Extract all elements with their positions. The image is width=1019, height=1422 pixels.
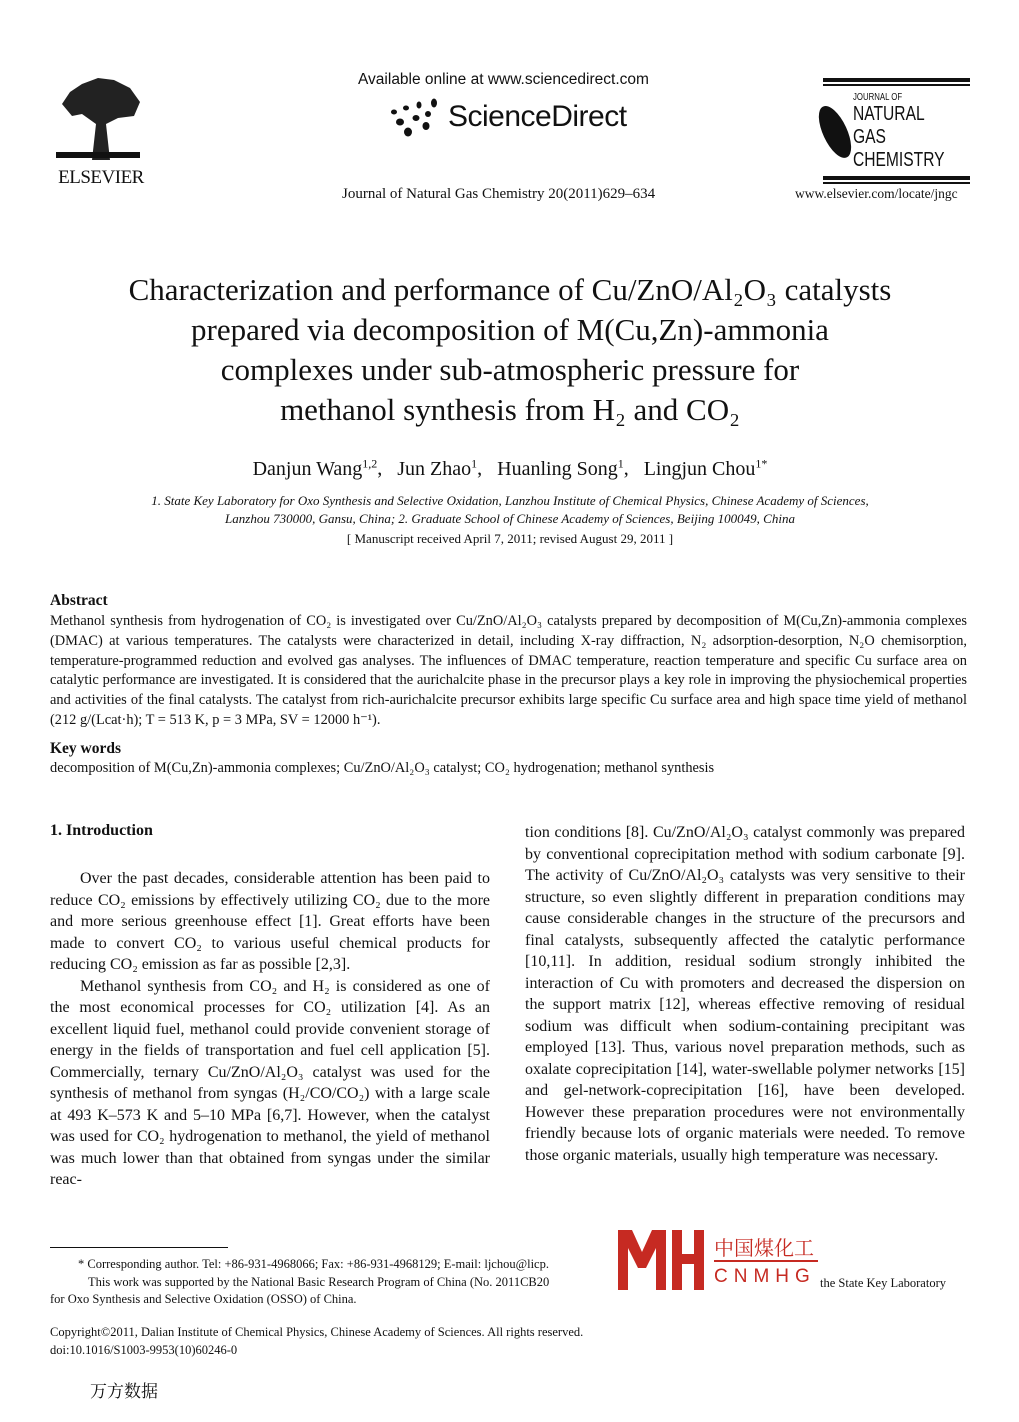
author: Lingjun Chou$^{1*}$: [643, 456, 768, 480]
footnote-tail: the State Key Laboratory: [820, 1276, 946, 1290]
available-online-text: Available online at www.sciencedirect.com: [358, 71, 649, 88]
cnmhg-logo-icon: [618, 1230, 704, 1290]
jngc-logo: JOURNAL OF NATURAL GAS CHEMISTRY: [823, 78, 970, 186]
abstract-text: Methanol synthesis from hydrogenation of CO₂ is investigated over Cu/ZnO/Al₂O₃ catalysts prepared by decomposition of M(Cu,Zn)-ammonia complexes (DMAC) at various temperatures. The catalysts were characterized in detail, including X-ray diffraction, N₂ adsorption-desorption, N₂O chemisorption, temperature-programmed reduction and evolved gas analyses. The influences of DMAC temperature, reaction temperature and specific Cu surface area on catalytic performance are investigated. It is considered that the aurichalcite phase in the precursor plays a key role in improving the physiochemical properties and activities of the final catalysts. The catalyst from rich-aurichalcite precursor exhibits large specific Cu surface area and high space time yield of methanol (212 g/(Lcat·h); T = 513 K, p = 3 MPa, SV = 12000 h⁻¹).: [50, 613, 967, 728]
affiliations: 1. State Key Laboratory for Oxo Synthesis and Selective Oxidation, Lanzhou Institute of Chemical Physics, Chinese Academy of Sciences, Lanzhou 730000, Gansu, China; 2. Graduate School of Chinese Academy of Sciences, Beijing 100049, China: [151, 493, 869, 526]
left-column: [50, 868, 490, 1191]
keywords-text: decomposition of M(Cu,Zn)-ammonia complexes; Cu/ZnO/Al₂O₃ catalyst; CO₂ hydrogenation; methanol synthesis: [50, 760, 715, 776]
author: Danjun Wang$^{1,2}$: [252, 456, 378, 480]
paragraph: Over the past decades, considerable attention has been paid to reduce CO₂ emissions by effectively utilizing CO₂ due to the more and more serious greenhouse effect [1]. Great efforts have been made to convert CO₂ to various useful chemical products for reducing CO₂ emission as far as possible [2,3].: [50, 870, 490, 973]
wanfang-watermark: 万方数据: [90, 1382, 158, 1402]
jngc-disc-icon: [812, 102, 857, 163]
doi[interactable]: doi:10.1016/S1003-9953(10)60246-0: [50, 1342, 238, 1357]
author-list: Danjun Wang$^{1,2}$, Jun Zhao$^1$, Huanling Song$^1$, Lingjun Chou$^{1*}$: [252, 456, 768, 480]
journal-citation: Journal of Natural Gas Chemistry 20(2011)629–634: [342, 186, 656, 202]
footnotes: * Corresponding author. Tel: +86-931-4968066; Fax: +86-931-4968129; E-mail: ljchou@licp. This work was supported by the National Basic Research Program of China (No. 2011CB20 for Oxo Synthesis and Selective Oxidation (OSSO) of China.: [50, 1257, 550, 1306]
footnote-divider: [50, 1247, 228, 1248]
abstract-heading: Abstract: [50, 592, 108, 609]
paper-title: Characterization and performance of Cu/ZnO/Al₂O₃ catalysts prepared via decomposition of M(Cu,Zn)-ammonia complexes under sub-atmospheric pressure for methanol synthesis from H₂ and CO₂: [128, 272, 892, 427]
sciencedirect-dots-icon: [386, 98, 446, 142]
section-heading-introduction: 1. Introduction: [50, 822, 153, 839]
copyright-block: Copyright©2011, Dalian Institute of Chemical Physics, Chinese Academy of Sciences. All rights reserved. doi:10.1016/S1003-9953(10)60246-0: [50, 1324, 583, 1359]
sciencedirect-logo: ScienceDirect: [386, 98, 646, 142]
elsevier-tree-icon: [52, 74, 144, 160]
right-column: [525, 822, 965, 1166]
elsevier-logo: ELSEVIER: [52, 74, 150, 189]
keywords-heading: Key words: [50, 740, 122, 757]
manuscript-dates: [ Manuscript received April 7, 2011; revised August 29, 2011 ]: [346, 531, 674, 546]
author: Huanling Song$^1$: [497, 456, 624, 480]
paragraph: tion conditions [8]. Cu/ZnO/Al₂O₃ catalyst commonly was prepared by conventional coprecipitation method with sodium carbonate [9]. The activity of Cu/ZnO/Al₂O₃ catalysts was very sensitive to their structure, so even slightly different in preparation conditions may cause considerable changes in the structure of the precursors and final catalysts, subsequently affected the catalytic performance [10,11]. In addition, residual sodium strongly inhibited the interaction of Cu with promoters and decreased the dispersion on the support matrix [12], whereas effective removing of residual sodium was difficult when sodium-containing precipitant was employed [13]. Thus, various novel preparation methods, such as oxalate coprecipitation [14], water-swellable polymer networks [15] and gel-network-coprecipitation [16], have been developed. However these preparation procedures were not environmentally friendly because lots of organic materials were needed. To remove those organic materials, usually high temperature was necessary.: [525, 824, 965, 1164]
journal-url[interactable]: www.elsevier.com/locate/jngc: [795, 186, 958, 201]
paragraph: Methanol synthesis from CO₂ and H₂ is considered as one of the most economical processes for CO₂ utilization [4]. As an excellent liquid fuel, methanol could provide convenient storage of energy in the fields of transportation and fuel cell application [5]. Commercially, ternary Cu/ZnO/Al₂O₃ catalyst was used for the synthesis of methanol from syngas (H₂/CO/CO₂) with a large scale at 493 K–573 K and 5–10 MPa [6,7]. However, when the catalyst was used for CO₂ hydrogenation to methanol, the yield of methanol was much lower than that obtained from syngas under the similar reac-: [50, 977, 490, 1188]
cnmhg-watermark: 中国煤化工 CNMHG: [618, 1230, 828, 1292]
author: Jun Zhao$^1$: [397, 456, 478, 480]
